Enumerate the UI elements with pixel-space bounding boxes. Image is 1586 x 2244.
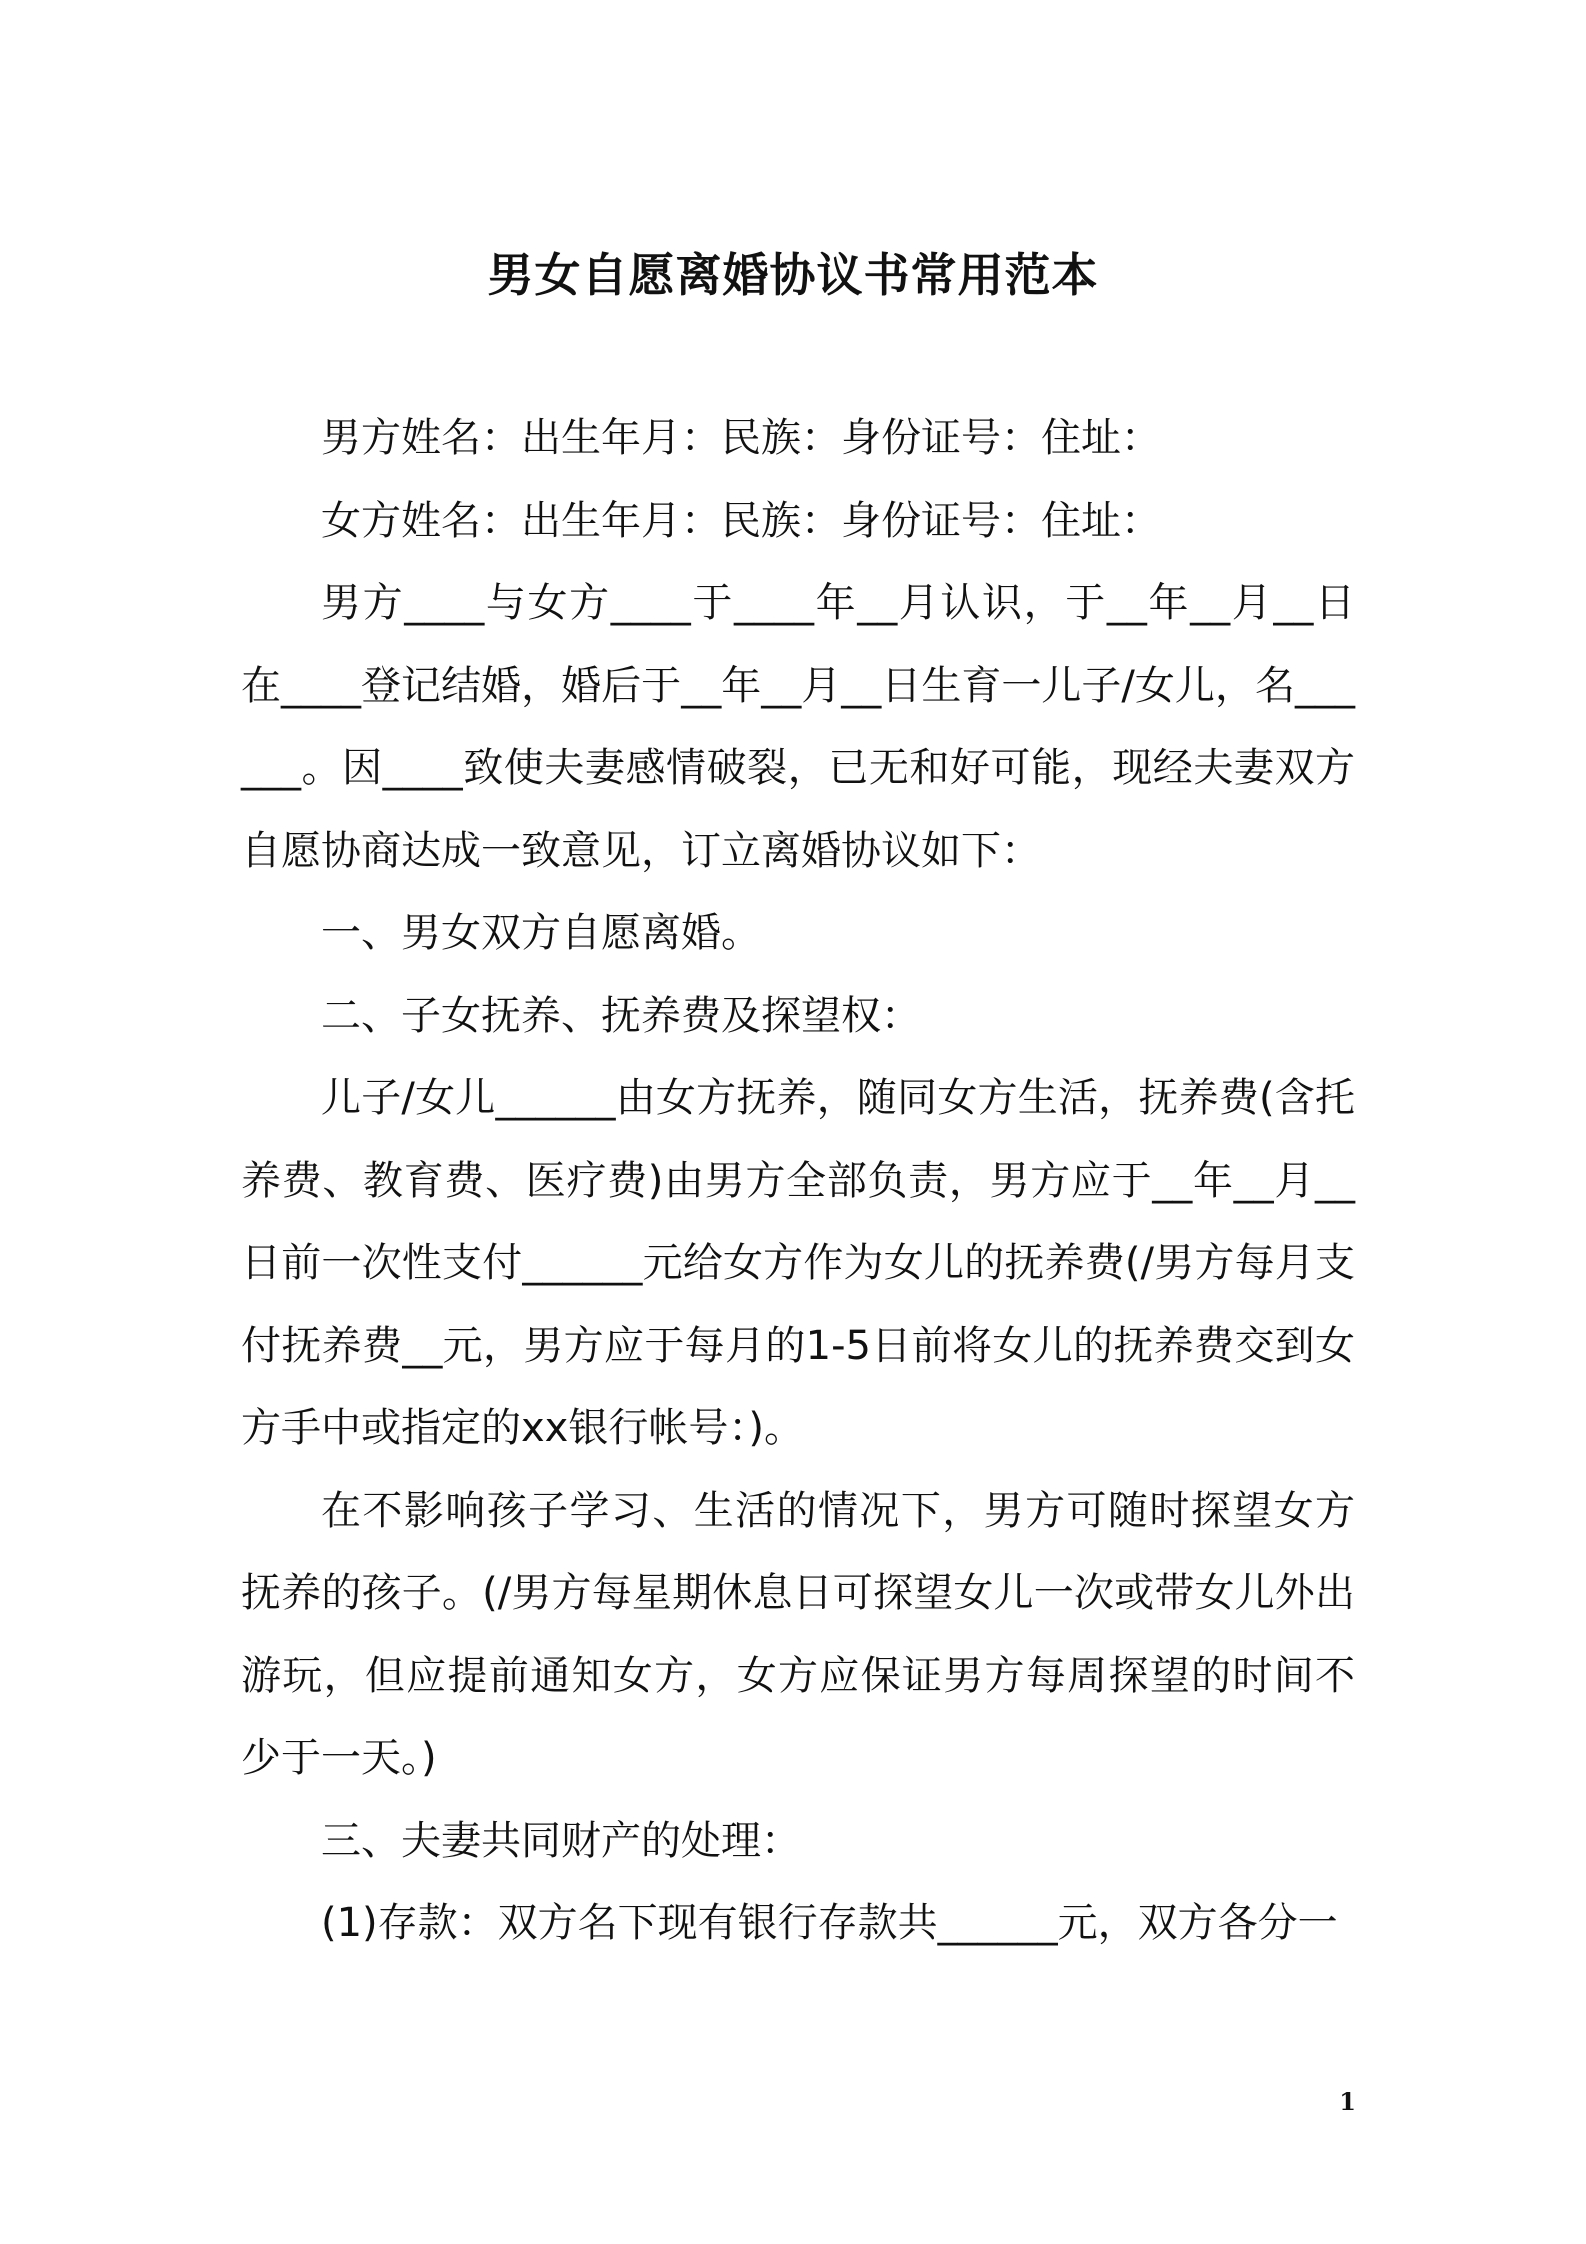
male-party-info: 男方姓名：出生年月：民族：身份证号：住址：	[321, 415, 1161, 461]
female-party-info: 女方姓名：出生年月：民族：身份证号：住址：	[321, 497, 1161, 544]
visitation-paragraph: 在不影响孩子学习、生活的情况下，男方可随时探望女方抚养的孩子。(/男方每星期休息日可探望女儿一次或带女儿外出游玩，但应提前通知女方，女方应保证男方每周探望的时间不少于一天。)	[241, 1487, 1355, 1781]
clause-3-heading: 三、夫妻共同财产的处理：	[321, 1817, 801, 1864]
savings-paragraph: (1)存款：双方名下现有银行存款共______元，双方各分一	[321, 1900, 1338, 1946]
clause-1-divorce: 一、男女双方自愿离婚。	[321, 910, 761, 956]
document-title: 男女自愿离婚协议书常用范本	[487, 247, 1099, 302]
page-number: 1	[1339, 2087, 1356, 2116]
child-support-paragraph: 儿子/女儿______由女方抚养，随同女方生活，抚养费(含托养费、教育费、医疗费)由男方全部负责，男方应于__年__月__日前一次性支付______元给女方作为女儿的抚养费(/男方每月支付抚养费__元，男方应于每月的1-5日前将女儿的抚养费交到女方手中或指定的xx银行帐号：)。	[241, 1075, 1355, 1451]
clause-2-heading: 二、子女抚养、抚养费及探望权：	[321, 992, 921, 1039]
document-body	[241, 397, 1355, 1965]
marriage-background: 男方____与女方____于____年__月认识，于__年__月__日在____登记结婚，婚后于__年__月__日生育一儿子/女儿，名______。因____致使夫妻感情破裂，已无和好可能，现经夫妻双方自愿协商达成一致意见，订立离婚协议如下：	[241, 580, 1355, 874]
